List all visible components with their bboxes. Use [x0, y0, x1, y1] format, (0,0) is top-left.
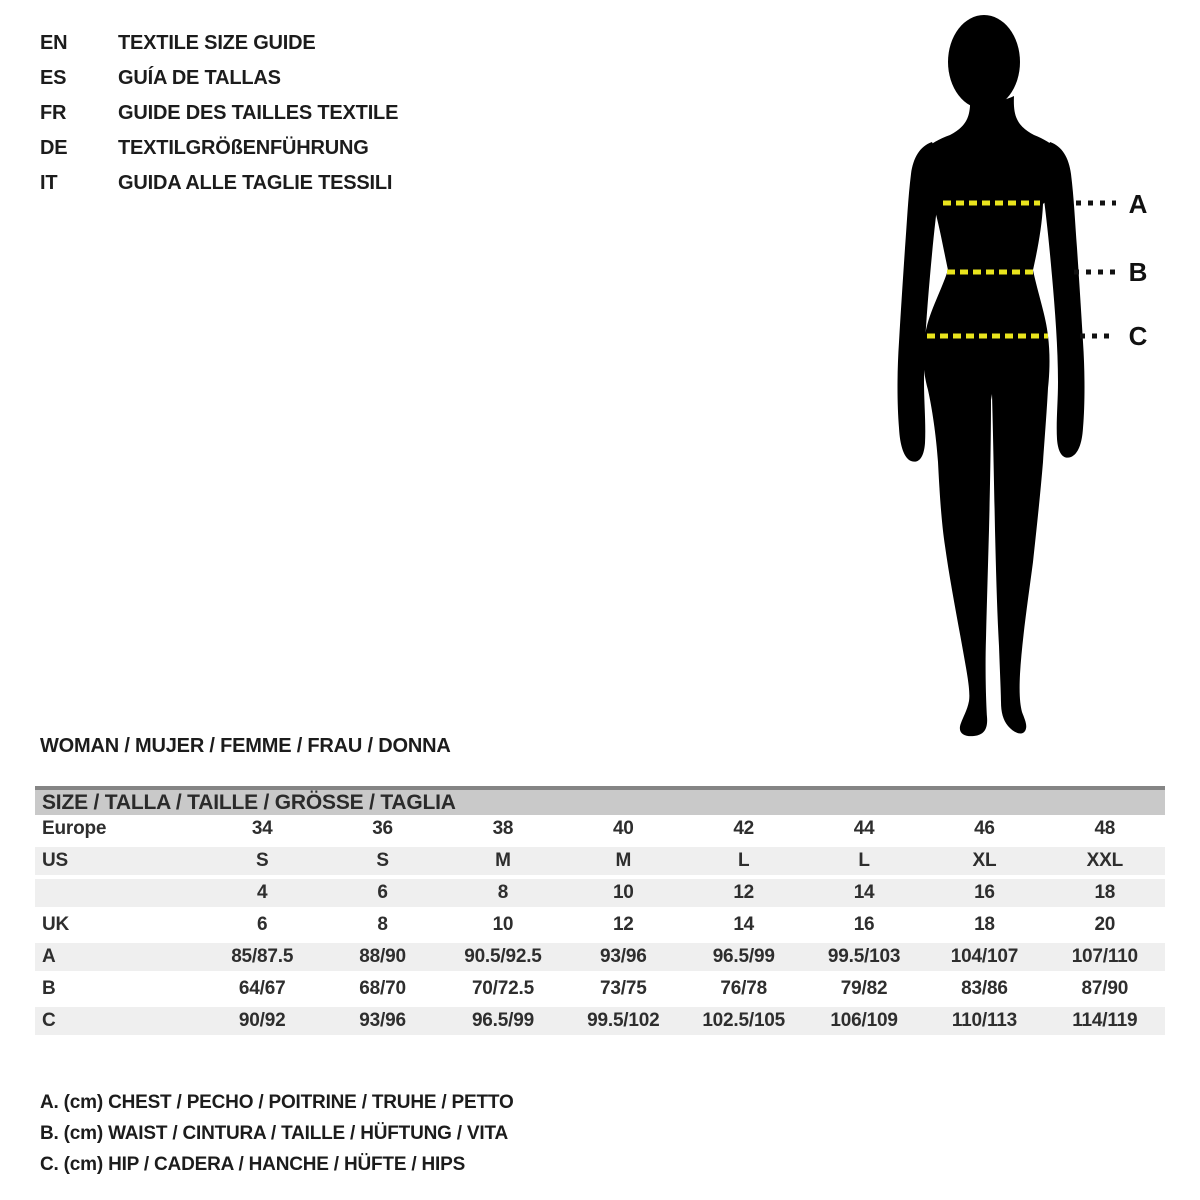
size-cell: 88/90: [322, 941, 442, 973]
size-cell: 90.5/92.5: [443, 941, 563, 973]
body-measurement-figure: [870, 10, 1200, 740]
language-code: FR: [40, 102, 67, 124]
legend-item: B. (cm) WAIST / CINTURA / TAILLE / HÜFTUNG / VITA: [40, 1123, 508, 1144]
measurement-legend: [40, 1087, 514, 1180]
size-cell: XL: [924, 845, 1044, 877]
size-cell: 40: [563, 815, 683, 845]
language-code: DE: [40, 137, 68, 159]
size-cell: S: [202, 845, 322, 877]
row-label: Europe: [35, 815, 202, 845]
table-row: [35, 909, 1165, 941]
table-row: [35, 1005, 1165, 1037]
language-code: ES: [40, 67, 67, 89]
language-row: [40, 131, 398, 166]
language-row: [40, 166, 398, 201]
legend-item: A. (cm) CHEST / PECHO / POITRINE / TRUHE / PETTO: [40, 1092, 514, 1113]
size-cell: 4: [202, 877, 322, 909]
size-cell: 85/87.5: [202, 941, 322, 973]
gender-heading: WOMAN / MUJER / FEMME / FRAU / DONNA: [40, 735, 451, 757]
size-cell: M: [443, 845, 563, 877]
silhouette-head: [948, 15, 1020, 109]
size-cell: 34: [202, 815, 322, 845]
size-cell: 102.5/105: [684, 1005, 804, 1037]
size-cell: 107/110: [1045, 941, 1165, 973]
size-cell: 14: [804, 877, 924, 909]
size-table: [35, 786, 1165, 1039]
size-cell: 8: [443, 877, 563, 909]
waist-label: B: [1128, 257, 1148, 287]
size-cell: 36: [322, 815, 442, 845]
size-cell: 68/70: [322, 973, 442, 1005]
hip-label: C: [1128, 321, 1148, 351]
row-label: C: [35, 1005, 202, 1037]
size-cell: 12: [563, 909, 683, 941]
size-cell: 106/109: [804, 1005, 924, 1037]
language-code: EN: [40, 32, 68, 54]
size-cell: 76/78: [684, 973, 804, 1005]
size-cell: 38: [443, 815, 563, 845]
size-cell: 16: [924, 877, 1044, 909]
size-cell: 87/90: [1045, 973, 1165, 1005]
size-cell: L: [684, 845, 804, 877]
size-cell: 83/86: [924, 973, 1044, 1005]
size-cell: 93/96: [563, 941, 683, 973]
size-cell: 14: [684, 909, 804, 941]
language-title-list: [40, 26, 398, 201]
size-cell: 110/113: [924, 1005, 1044, 1037]
guide-title: GUIDA ALLE TAGLIE TESSILI: [118, 172, 393, 194]
size-cell: 18: [1045, 877, 1165, 909]
size-cell: 10: [563, 877, 683, 909]
size-cell: 6: [322, 877, 442, 909]
size-cell: 96.5/99: [684, 941, 804, 973]
row-label: [35, 877, 202, 909]
row-label: US: [35, 845, 202, 877]
row-label: UK: [35, 909, 202, 941]
size-table-grid: [35, 815, 1165, 1039]
size-cell: 6: [202, 909, 322, 941]
size-cell: 44: [804, 815, 924, 845]
table-row: [35, 941, 1165, 973]
size-cell: 42: [684, 815, 804, 845]
table-row: [35, 815, 1165, 845]
size-cell: 73/75: [563, 973, 683, 1005]
size-cell: 90/92: [202, 1005, 322, 1037]
language-row: [40, 26, 398, 61]
legend-item: C. (cm) HIP / CADERA / HANCHE / HÜFTE / HIPS: [40, 1154, 466, 1175]
size-cell: S: [322, 845, 442, 877]
size-table-body: [35, 815, 1165, 1037]
size-cell: 8: [322, 909, 442, 941]
size-cell: 12: [684, 877, 804, 909]
size-cell: M: [563, 845, 683, 877]
size-cell: 20: [1045, 909, 1165, 941]
guide-title: GUIDE DES TAILLES TEXTILE: [118, 102, 399, 124]
silhouette-right-arm: [1042, 142, 1084, 458]
size-cell: L: [804, 845, 924, 877]
size-cell: 99.5/103: [804, 941, 924, 973]
table-row: [35, 973, 1165, 1005]
size-cell: 70/72.5: [443, 973, 563, 1005]
size-cell: XXL: [1045, 845, 1165, 877]
size-cell: 46: [924, 815, 1044, 845]
size-cell: 10: [443, 909, 563, 941]
size-cell: 99.5/102: [563, 1005, 683, 1037]
size-cell: 93/96: [322, 1005, 442, 1037]
size-cell: 48: [1045, 815, 1165, 845]
size-cell: 96.5/99: [443, 1005, 563, 1037]
guide-title: TEXTILGRÖßENFÜHRUNG: [118, 137, 369, 159]
table-row: [35, 845, 1165, 877]
size-cell: 18: [924, 909, 1044, 941]
language-row: [40, 96, 398, 131]
table-row: [35, 877, 1165, 909]
guide-title: TEXTILE SIZE GUIDE: [118, 32, 316, 54]
row-label: B: [35, 973, 202, 1005]
woman-silhouette: [898, 15, 1085, 736]
size-cell: 64/67: [202, 973, 322, 1005]
row-label: A: [35, 941, 202, 973]
size-cell: 104/107: [924, 941, 1044, 973]
chest-label: A: [1128, 189, 1148, 219]
guide-title: GUÍA DE TALLAS: [118, 67, 281, 89]
size-cell: 79/82: [804, 973, 924, 1005]
size-table-header: SIZE / TALLA / TAILLE / GRÖSSE / TAGLIA: [35, 786, 1165, 815]
language-row: [40, 61, 398, 96]
language-code: IT: [40, 172, 58, 194]
size-cell: 16: [804, 909, 924, 941]
size-cell: 114/119: [1045, 1005, 1165, 1037]
